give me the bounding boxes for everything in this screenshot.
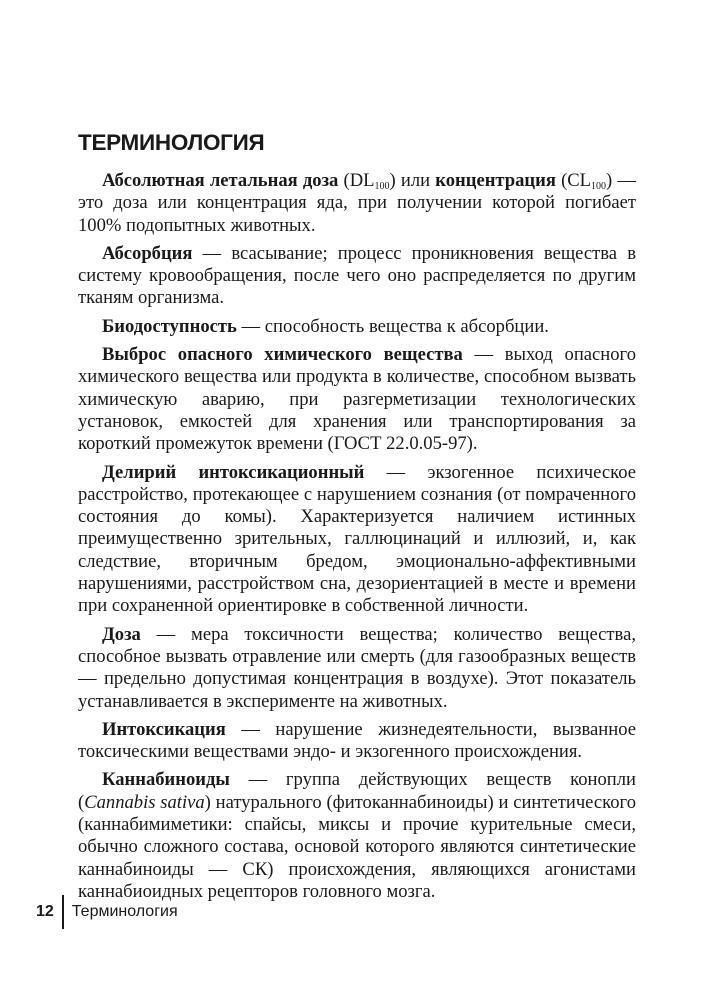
entry-text: (CL (555, 170, 592, 191)
entry-text: ) натурального (фитоканнабиноиды) и синтетического (каннабимиметики: спайсы, миксы и прочие курительные смеси, обычно сложного состава, основой которого являются синтетические каннабиноиды — СК) происхождения, являющихся агонистами каннабиоидных рецепторов головного мозга. (78, 791, 636, 902)
entry-text: — нарушение жизнедеятельности, вызванное токсическими веществами эндо- и экзогенного происхождения. (78, 718, 636, 763)
term-absorption: Абсорбция (102, 242, 193, 264)
latin-name: Cannabis sativa (84, 791, 205, 813)
term-chemical-release: Выброс опасного химического вещества (102, 344, 463, 366)
page-number: 12 (36, 903, 54, 920)
entry-text: — выход опасного химического вещества или продукта в количестве, способном вызвать химическую аварию, при разгерметизации технологических установок, емкостей для хранения или транспортирования за короткий промежуток времени (ГОСТ 22.0.05-97). (78, 344, 636, 455)
subscript: 100 (374, 181, 390, 192)
entry-text: — группа действующих веществ конопли ( (78, 769, 636, 813)
entry-delirium (78, 462, 636, 618)
term-concentration: концентрация (435, 170, 556, 191)
entry-text: ) — это доза или концентрация яда, при получении которой погибает 100% подопытных животных. (78, 170, 637, 236)
term-bioavailability: Биодоступность (102, 315, 237, 337)
entry-text: — всасывание; процесс проникновения вещества в систему кровообращения, после чего оно распределяется по другим тканям организма. (78, 242, 636, 309)
entry-text: (DL (338, 170, 375, 191)
page-body (78, 128, 636, 909)
term-dose: Доза (102, 623, 141, 645)
page-title: ТЕРМИНОЛОГИЯ (78, 130, 265, 155)
entry-text: — способность вещества к абсорбции. (236, 315, 549, 337)
entry-text: — мера токсичности вещества; количество вещества, способное вызвать отравление или смерть (для газообразных веществ — предельно допустимая концентрация в воздухе). Этот показатель устанавливается в эксперименте на животных. (78, 623, 636, 712)
term-intoxication: Интоксикация (102, 718, 226, 740)
term-lethal-dose: Абсолютная летальная доза (102, 170, 339, 191)
footer-divider (62, 895, 64, 929)
subscript: 100 (591, 181, 607, 192)
entry-text: ) или (389, 170, 436, 191)
running-title: Терминология (71, 903, 178, 920)
entry-lethal-dose (78, 170, 636, 237)
entry-chemical-release (78, 344, 636, 455)
entry-absorption (78, 243, 636, 310)
entry-cannabinoids (78, 769, 636, 903)
term-delirium: Делирий интоксикационный (102, 461, 365, 483)
entry-dose (78, 624, 636, 713)
page-footer (36, 897, 178, 927)
entry-text: — экзогенное психическое расстройство, протекающее с нарушением сознания (от помраченного состояния до комы). Характеризуется наличием истинных преимущественно зрительных, галлюцинаций и иллюзий, и, как следствие, вторичным бредом, эмоционально-аффективными нарушениями, расстройством сна, дезориентацией в месте и времени при сохраненной ориентировке в собственной личности. (78, 461, 636, 617)
entry-intoxication (78, 719, 636, 764)
term-cannabinoids: Каннабиноиды (102, 769, 230, 791)
entry-bioavailability (78, 316, 636, 338)
